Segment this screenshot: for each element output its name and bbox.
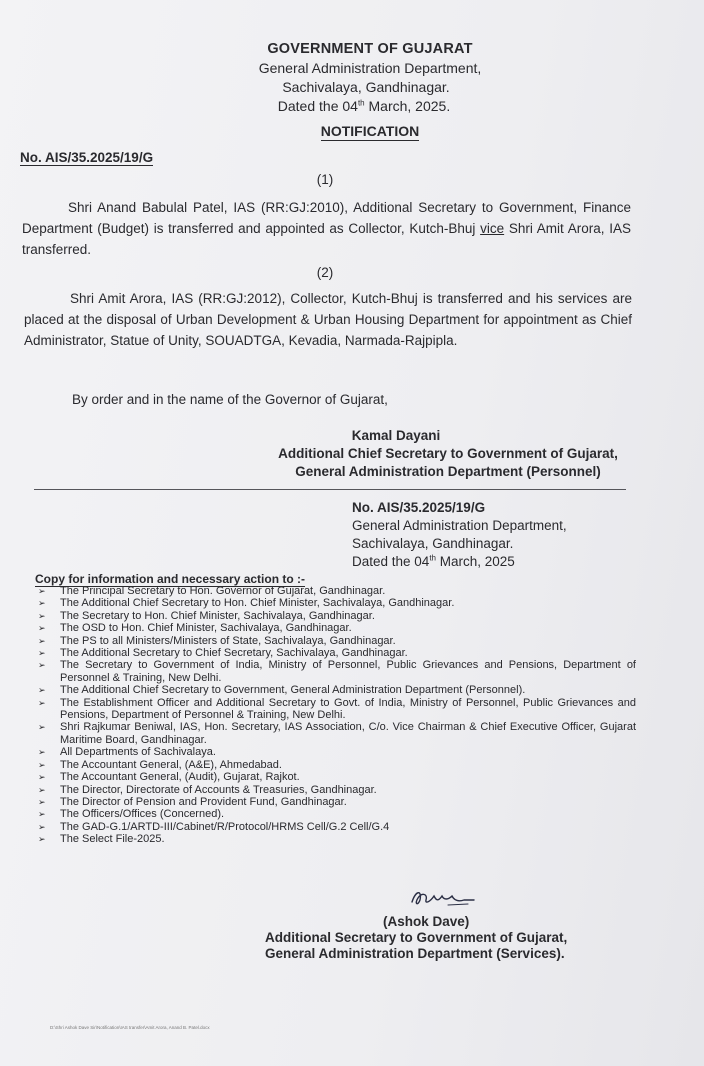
signatory-2-department: General Administration Department (Services).: [265, 946, 565, 961]
copy-to-item-text: The PS to all Ministers/Ministers of State, Sachivalaya, Gandhinagar.: [60, 634, 396, 647]
copy-to-item-text: The Establishment Officer and Additional Secretary to Govt. of India, Ministry of Personnel, Public Grievances and Pensions, Department of Personnel & Training, New Delhi.: [60, 696, 636, 722]
copy-to-item: [36, 746, 636, 758]
copy-to-title: [35, 572, 305, 586]
arrow-bullet-icon: ➢: [38, 747, 46, 758]
copy-to-item-text: Shri Rajkumar Beniwal, IAS, Hon. Secretary, IAS Association, C/o. Vice Chairman & Chief Executive Officer, Gujarat Maritime Board, Gandhinagar.: [60, 721, 636, 746]
divider-line: [34, 489, 626, 490]
arrow-bullet-icon: ➢: [38, 660, 46, 671]
copy-to-item-text: The Accountant General, (A&E), Ahmedabad.: [60, 758, 282, 771]
signatory-2-title: Additional Secretary to Government of Gujarat,: [265, 930, 568, 945]
copy-to-item: [36, 833, 636, 845]
by-order-line: By order and in the name of the Governor of Gujarat,: [72, 392, 388, 407]
order-paragraph-2: Shri Amit Arora, IAS (RR:GJ:2012), Collector, Kutch-Bhuj is transferred and his services are placed at the disposal of Urban Development & Urban Housing Department for appointment as Chief Administrator, Statue of Unity, SOUADTGA, Kevadia, Narmada-Rajpipla.: [24, 291, 632, 348]
header-government: GOVERNMENT OF GUJARAT: [267, 41, 473, 57]
copy-to-item-text: The Principal Secretary to Hon. Governor of Gujarat, Gandhinagar.: [60, 585, 386, 597]
header-date: [12, 98, 704, 114]
endorsement-department: General Administration Department,: [352, 518, 567, 533]
arrow-bullet-icon: ➢: [38, 685, 46, 696]
footer-file-path: D:\Shri Ashok Dave Sir\Notification\IAS transfer\Amit Arora, Anand B. Patel.docx: [50, 1025, 210, 1030]
arrow-bullet-icon: ➢: [38, 821, 46, 832]
arrow-bullet-icon: ➢: [38, 784, 46, 795]
header-department: General Administration Department,: [258, 60, 482, 76]
arrow-bullet-icon: ➢: [38, 722, 46, 733]
copy-to-item: [36, 659, 636, 684]
copy-to-item: [36, 821, 636, 833]
copy-to-list: [36, 585, 636, 846]
endorsement-date-sup: th: [429, 553, 436, 563]
endorsement-reference-block: [352, 499, 567, 571]
copy-to-item-text: The GAD-G.1/ARTD-III/Cabinet/R/Protocol/HRMS Cell/G.2 Cell/G.4: [60, 820, 390, 833]
endorsement-number: No. AIS/35.2025/19/G: [352, 500, 486, 515]
copy-to-item-text: The Accountant General, (Audit), Gujarat, Rajkot.: [60, 771, 300, 784]
copy-to-item: [36, 597, 636, 609]
copy-to-item: [36, 610, 636, 622]
copy-to-item-text: All Departments of Sachivalaya.: [60, 746, 216, 759]
signatory-1-title: Additional Chief Secretary to Government of Gujarat,: [278, 446, 618, 461]
header-place: Sachivalaya, Gandhinagar.: [282, 79, 450, 95]
copy-to-item-text: The Additional Chief Secretary to Government, General Administration Department (Personnel).: [60, 684, 526, 697]
header-date-sup: th: [357, 98, 365, 108]
endorsement-date-suffix: March, 2025: [435, 554, 515, 569]
copy-to-item-text: The OSD to Hon. Chief Minister, Sachivalaya, Gandhinagar.: [60, 622, 352, 635]
copy-to-item-text: The Officers/Offices (Concerned).: [60, 808, 225, 821]
copy-to-title-text: Copy for information and necessary action to :-: [35, 572, 306, 586]
copy-to-item-text: The Director of Pension and Provident Fund, Gandhinagar.: [60, 795, 347, 808]
arrow-bullet-icon: ➢: [38, 796, 46, 807]
copy-to-item-text: The Additional Secretary to Chief Secretary, Sachivalaya, Gandhinagar.: [60, 647, 408, 660]
copy-to-item: [36, 784, 636, 796]
arrow-bullet-icon: ➢: [38, 834, 46, 845]
signature-mark: [408, 886, 478, 910]
order-number-1: (1): [316, 172, 334, 187]
arrow-bullet-icon: ➢: [38, 586, 46, 596]
reference-number: [20, 150, 153, 165]
reference-number-text: No. AIS/35.2025/19/G: [20, 150, 154, 165]
copy-to-item-text: The Additional Chief Secretary to Hon. Chief Minister, Sachivalaya, Gandhinagar.: [60, 597, 455, 610]
copy-to-item: [36, 647, 636, 659]
arrow-bullet-icon: ➢: [38, 598, 46, 609]
copy-to-item: [36, 759, 636, 771]
copy-to-item: [36, 771, 636, 783]
arrow-bullet-icon: ➢: [38, 759, 46, 770]
endorsement-date-prefix: Dated the 04: [352, 554, 430, 569]
notification-label: [18, 123, 704, 139]
order-1-text: Shri Anand Babulal Patel, IAS (RR:GJ:2010), Additional Secretary to Government, Finance Department (Budget) is transferred and appointed as Collector, Kutch-Bhuj: [22, 200, 631, 236]
copy-to-item: [36, 585, 636, 597]
arrow-bullet-icon: ➢: [38, 623, 46, 634]
copy-to-item: [36, 635, 636, 647]
order-number-2: (2): [316, 265, 334, 280]
copy-to-item: [36, 796, 636, 808]
arrow-bullet-icon: ➢: [38, 610, 46, 621]
copy-to-item-text: The Director, Directorate of Accounts & Treasuries, Gandhinagar.: [60, 783, 377, 796]
endorsement-date: [352, 553, 567, 571]
copy-to-item: [36, 721, 636, 746]
arrow-bullet-icon: ➢: [38, 697, 46, 708]
endorsement-place: Sachivalaya, Gandhinagar.: [352, 536, 514, 551]
signatory-1-department: General Administration Department (Personnel): [295, 464, 601, 479]
notification-label-text: NOTIFICATION: [320, 123, 420, 139]
signatory-1-name: Kamal Dayani: [351, 428, 441, 443]
arrow-bullet-icon: ➢: [38, 772, 46, 783]
arrow-bullet-icon: ➢: [38, 648, 46, 659]
copy-to-item-text: The Secretary to Government of India, Ministry of Personnel, Public Grievances and Pensions, Department of Personnel & Training, New Delhi.: [60, 659, 636, 684]
arrow-bullet-icon: ➢: [38, 809, 46, 820]
copy-to-item: [36, 684, 636, 696]
header-date-suffix: March, 2025.: [364, 98, 451, 114]
copy-to-item: [36, 808, 636, 820]
copy-to-item-text: The Select File-2025.: [60, 833, 165, 846]
copy-to-item-text: The Secretary to Hon. Chief Minister, Sachivalaya, Gandhinagar.: [60, 609, 375, 622]
copy-to-item: [36, 697, 636, 722]
signatory-2-name: (Ashok Dave): [383, 914, 470, 929]
order-1-text-end: Shri Amit Arora, IAS transferred.: [22, 221, 631, 257]
order-1-vice: vice: [480, 221, 505, 236]
header-date-prefix: Dated the 04: [277, 98, 358, 114]
arrow-bullet-icon: ➢: [38, 635, 46, 646]
copy-to-item: [36, 622, 636, 634]
order-paragraph-1: [22, 197, 631, 260]
